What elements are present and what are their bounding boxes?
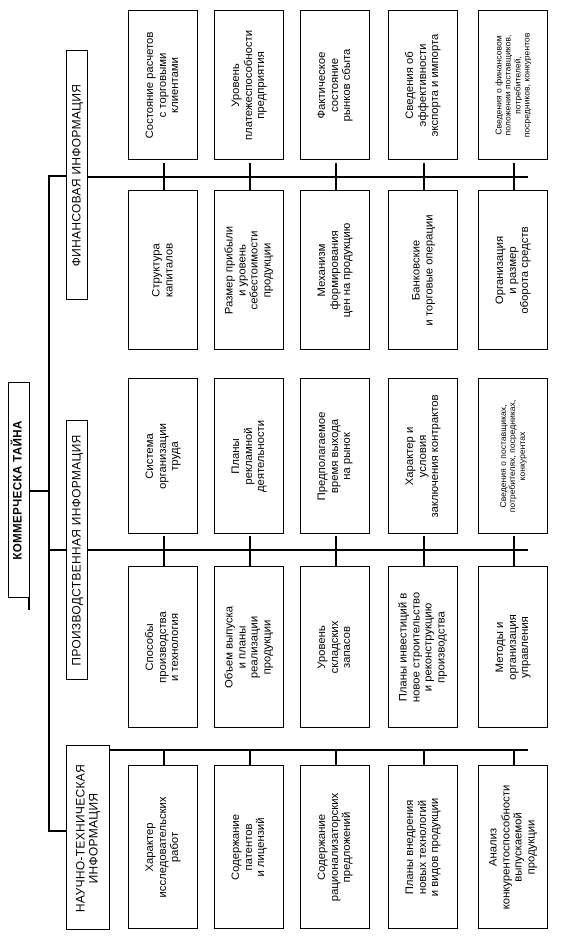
finance-tick-1 xyxy=(249,163,251,193)
category-spine xyxy=(48,175,50,830)
root-box-label: КОММЕРЧЕСКА ТАЙНА xyxy=(12,420,25,560)
production-tick-1 xyxy=(249,536,251,566)
production-item-lower-1-label: Планы рекламной деятельности xyxy=(230,419,268,493)
production-item-upper-2 xyxy=(300,566,370,728)
category-scitech-label: НАУЧНО-ТЕХНИЧЕСКАЯ ИНФОРМАЦИЯ xyxy=(73,763,101,912)
finance-tick-3 xyxy=(423,163,425,193)
scitech-tick-4 xyxy=(513,749,515,765)
scitech-tick-3 xyxy=(423,749,425,765)
finance-bus xyxy=(88,176,528,178)
finance-item-lower-0 xyxy=(128,10,198,160)
production-item-upper-3 xyxy=(388,566,458,728)
category-scitech xyxy=(66,745,110,930)
production-tick-3 xyxy=(423,536,425,566)
finance-item-lower-1-label: Уровень платежеспособности предприятия xyxy=(230,29,268,141)
finance-item-lower-1 xyxy=(214,10,284,160)
finance-item-upper-2-label: Механизм формирования цен на продукцию xyxy=(316,222,354,318)
branch-production xyxy=(48,549,66,551)
finance-item-upper-2 xyxy=(300,190,370,350)
production-item-lower-0 xyxy=(128,378,198,534)
production-item-upper-3-label: Планы инвестиций в новое строительство и реконструкцию производства xyxy=(397,591,448,703)
production-item-lower-0-label: Система организации труда xyxy=(144,423,182,489)
production-tick-4 xyxy=(513,536,515,566)
category-finance-label: ФИНАНСОВАЯ ИНФОРМАЦИЯ xyxy=(69,83,84,267)
production-item-lower-3 xyxy=(388,378,458,534)
finance-tick-2 xyxy=(335,163,337,193)
scitech-item-4-label: Анализ конкурентоспособности выпускаемой продукции xyxy=(487,784,538,910)
category-finance xyxy=(66,50,88,300)
finance-item-lower-3 xyxy=(388,10,458,160)
branch-scitech xyxy=(48,830,66,832)
production-item-upper-0-label: Способы производства и технология xyxy=(144,611,182,683)
production-tick-0 xyxy=(163,536,165,566)
scitech-item-1 xyxy=(214,765,284,929)
production-item-lower-2-label: Предполагаемое время выхода на рынок xyxy=(316,411,354,501)
finance-item-lower-3-label: Сведения об эффективности экспорта и импорта xyxy=(404,33,442,137)
production-item-upper-1-label: Объем выпуска и планы реализации продукции xyxy=(223,606,274,689)
production-item-upper-1 xyxy=(214,566,284,728)
finance-item-upper-4-label: Организация и размер оборота средств xyxy=(494,226,532,314)
finance-item-lower-4-label: Сведения о финансовом положении поставщиков, потребителей, посредников, конкурентов xyxy=(493,32,532,138)
production-item-lower-1 xyxy=(214,378,284,534)
production-bus xyxy=(88,549,528,551)
finance-item-upper-1 xyxy=(214,190,284,350)
spine-to-root xyxy=(30,490,50,492)
scitech-item-4 xyxy=(478,765,548,929)
finance-item-lower-2 xyxy=(300,10,370,160)
scitech-item-2 xyxy=(300,765,370,929)
scitech-tick-1 xyxy=(249,749,251,765)
finance-item-upper-1-label: Размер прибыли и уровень себестоимости продукции xyxy=(223,225,274,315)
finance-tick-4 xyxy=(513,163,515,193)
production-item-upper-4 xyxy=(478,566,548,728)
production-item-upper-2-label: Уровень складских запасов xyxy=(316,620,354,674)
production-item-lower-4 xyxy=(478,378,548,534)
finance-item-lower-4 xyxy=(478,10,548,160)
production-item-lower-3-label: Характер и условия заключения контрактов xyxy=(404,394,442,518)
production-item-upper-4-label: Методы и организация управления xyxy=(494,614,532,680)
finance-tick-0 xyxy=(163,163,165,193)
finance-item-upper-4 xyxy=(478,190,548,350)
scitech-item-3-label: Планы внедрения новых технологий и видов продукции xyxy=(404,797,442,897)
scitech-item-0-label: Характер исследовательских работ xyxy=(144,796,182,898)
production-item-upper-0 xyxy=(128,566,198,728)
root-box xyxy=(8,382,30,598)
production-item-lower-2 xyxy=(300,378,370,534)
finance-item-upper-3-label: Банковские и торговые операции xyxy=(410,214,435,326)
finance-item-upper-0 xyxy=(128,190,198,350)
scitech-item-3 xyxy=(388,765,458,929)
scitech-item-0 xyxy=(128,765,198,929)
scitech-tick-0 xyxy=(163,749,165,765)
finance-item-lower-2-label: Фактическое состояние рынков сбыта xyxy=(316,48,354,122)
category-production xyxy=(66,420,88,680)
scitech-item-2-label: Содержание рационализаторских предложений xyxy=(316,792,354,902)
branch-finance xyxy=(48,175,66,177)
finance-item-lower-0-label: Состояние расчетов с торговыми клиентами xyxy=(144,31,182,139)
scitech-bus xyxy=(88,749,528,751)
finance-item-upper-3 xyxy=(388,190,458,350)
production-item-lower-4-label: Сведения о поставщиках, потребителях, посредниках, конкурентах xyxy=(498,399,527,513)
production-tick-2 xyxy=(335,536,337,566)
scitech-tick-2 xyxy=(335,749,337,765)
category-production-label: ПРОИЗВОДСТВЕННАЯ ИНФОРМАЦИЯ xyxy=(69,434,84,666)
scitech-item-1-label: Содержание патентов и лицензий xyxy=(230,813,268,881)
finance-item-upper-0-label: Структура капиталов xyxy=(150,242,175,298)
